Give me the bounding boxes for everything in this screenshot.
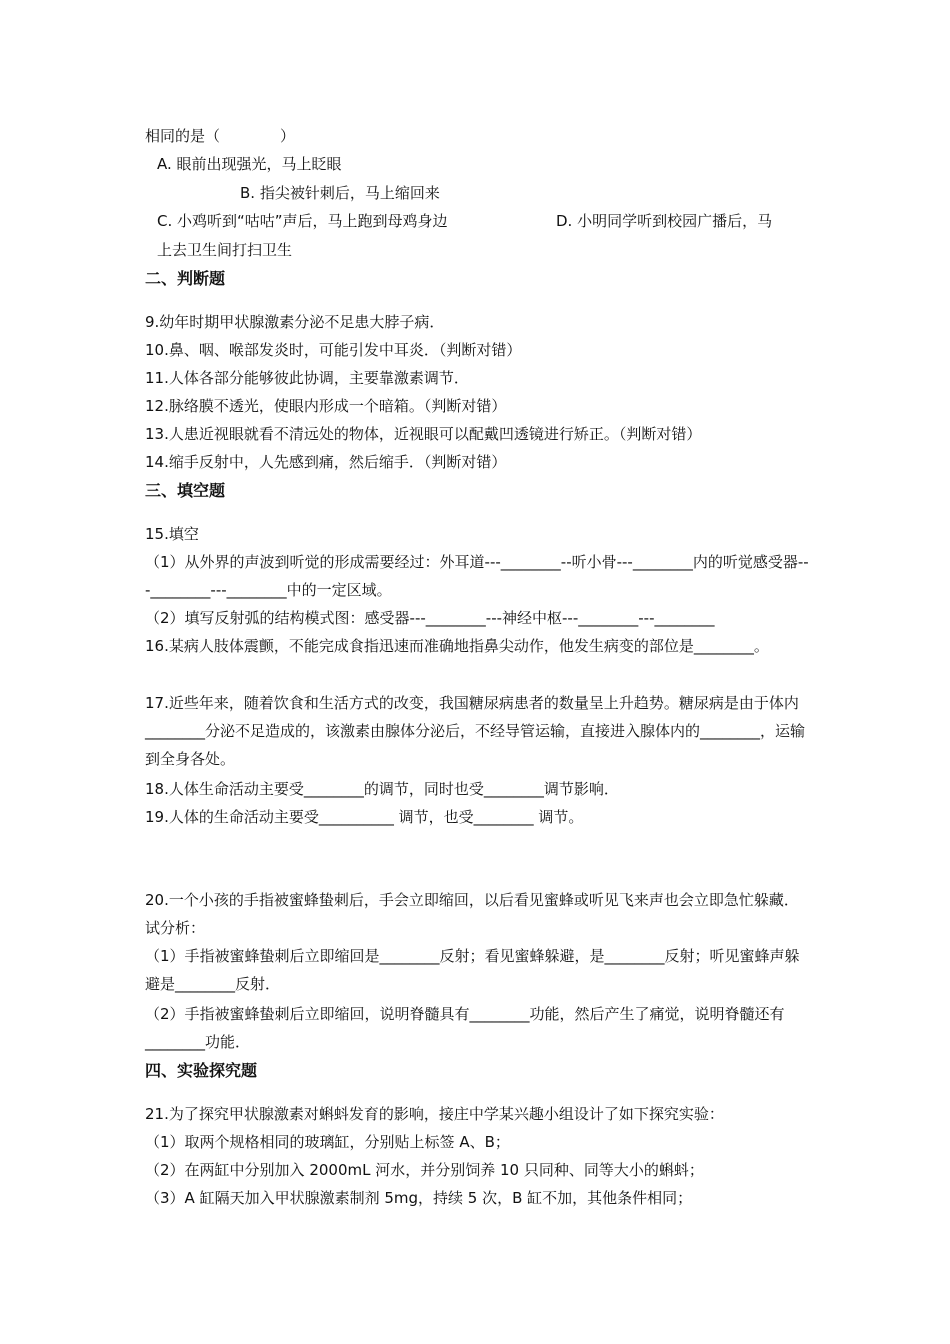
q8-option-d-continued: 上去卫生间打扫卫生 [157,241,293,259]
question-20-part-1: （1）手指被蜜蜂蛰刺后立即缩回是________反射；看见蜜蜂躲避，是________反射；听见蜜蜂声躲避是________反射． [145,947,800,993]
question-21-step-1: （1）取两个规格相同的玻璃缸，分别贴上标签 A、B； [145,1133,510,1151]
q8-stem-end: 相同的是（ ） [145,127,296,145]
question-12: 12.脉络膜不透光，使眼内形成一个暗箱。（判断对错） [145,397,507,415]
question-15-part-1: （1）从外界的声波到听觉的形成需要经过：外耳道---________--听小骨---________内的听觉感受器---________---________中的一定区域。 [145,553,809,599]
question-20-part-2: （2）手指被蜜蜂蛰刺后立即缩回，说明脊髓具有________功能，然后产生了痛觉，说明脊髓还有________功能． [145,1005,785,1051]
q8-option-a: A. 眼前出现强光，马上眨眼 [157,155,342,173]
question-16: 16.某病人肢体震颤，不能完成食指迅速而准确地指鼻尖动作，他发生病变的部位是________。 [145,637,769,655]
q8-option-d: D. 小明同学听到校园广播后，马 [556,212,773,230]
question-20: 20.一个小孩的手指被蜜蜂蛰刺后，手会立即缩回，以后看见蜜蜂或听见飞来声也会立即急忙躲藏．试分析： [145,891,799,937]
section-3-heading: 三、填空题 [145,481,226,500]
question-18: 18.人体生命活动主要受________的调节，同时也受________调节影响． [145,780,619,798]
question-21-step-3: （3）A 缸隔天加入甲状腺激素制剂 5mg，持续 5 次，B 缸不加，其他条件相同； [145,1189,693,1207]
question-21: 21.为了探究甲状腺激素对蝌蚪发育的影响，接庄中学某兴趣小组设计了如下探究实验： [145,1105,724,1123]
question-11: 11.人体各部分能够彼此协调，主要靠激素调节． [145,369,469,387]
question-10: 10.鼻、咽、喉部发炎时，可能引发中耳炎．（判断对错） [145,341,522,359]
question-15-part-2: （2）填写反射弧的结构模式图：感受器---________---神经中枢---________---________ [145,609,715,627]
q8-option-c: C. 小鸡听到“咕咕”声后，马上跑到母鸡身边 [157,212,448,230]
question-14: 14.缩手反射中，人先感到痛，然后缩手．（判断对错） [145,453,507,471]
section-2-heading: 二、判断题 [145,269,226,288]
question-9: 9.幼年时期甲状腺激素分泌不足患大脖子病． [145,313,445,331]
question-19: 19.人体的生命活动主要受__________ 调节，也受________ 调节。 [145,808,584,826]
question-13: 13.人患近视眼就看不清远处的物体，近视眼可以配戴凹透镜进行矫正。（判断对错） [145,425,702,443]
question-17: 17.近些年来，随着饮食和生活方式的改变，我国糖尿病患者的数量呈上升趋势。糖尿病是由于体内________分泌不足造成的，该激素由腺体分泌后，不经导管运输，直接进入腺体内的________，运输到全身各处。 [145,694,806,768]
q8-option-b: B. 指尖被针刺后，马上缩回来 [240,184,440,202]
question-15-title: 15.填空 [145,525,199,543]
question-21-step-2: （2）在两缸中分别加入 2000mL 河水，并分别饲养 10 只同种、同等大小的蝌蚪； [145,1161,704,1179]
section-4-heading: 四、实验探究题 [145,1061,258,1080]
